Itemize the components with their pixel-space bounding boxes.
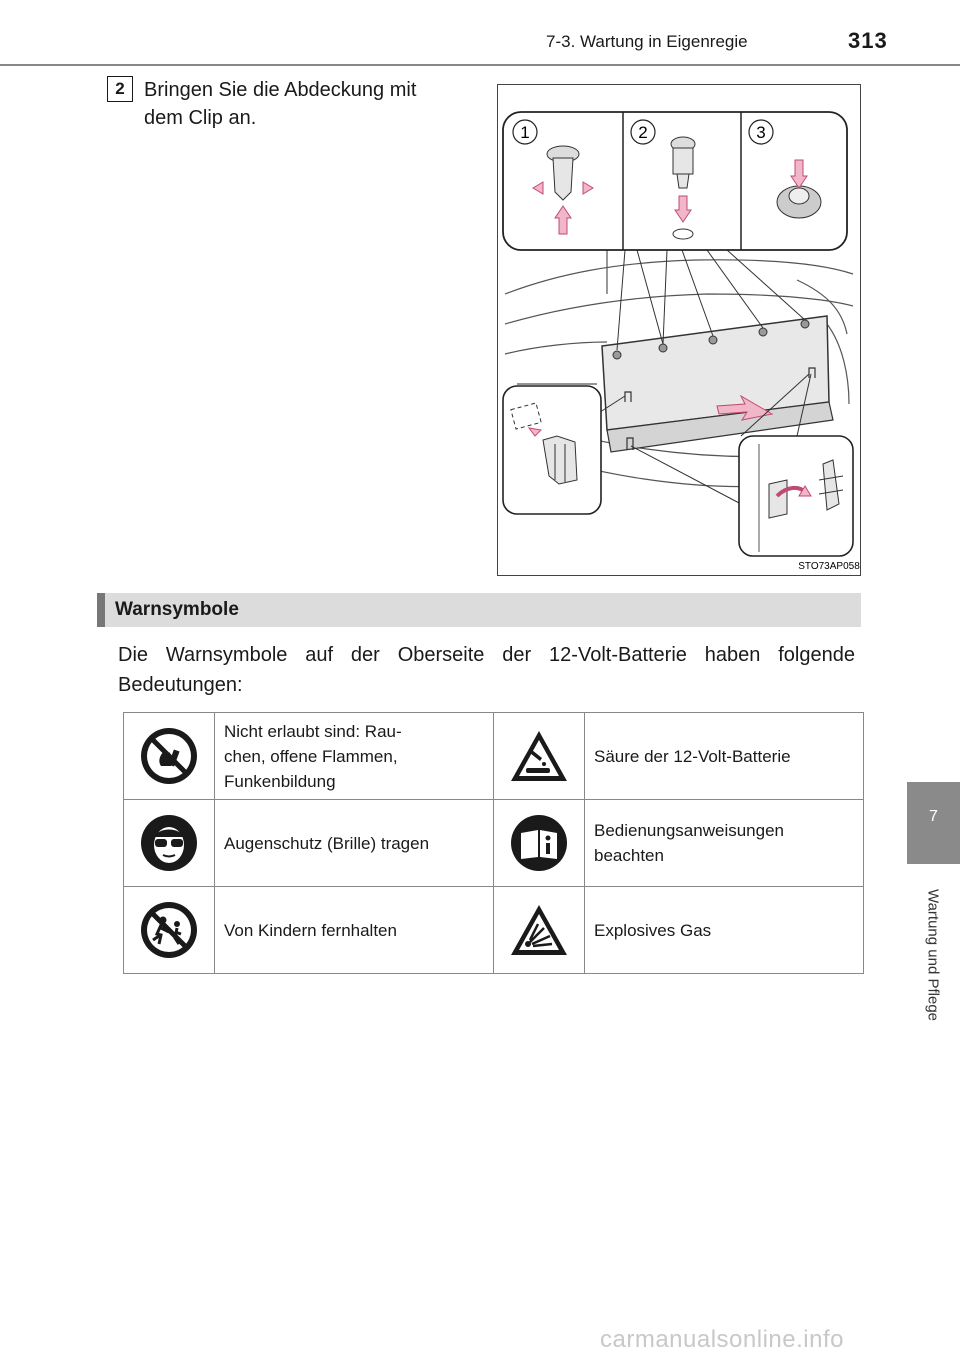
clip-installation-illustration [497,84,861,576]
callout-number-3: 3 [756,123,766,142]
warning-text-line: chen, offene Flammen, [224,746,398,766]
chapter-label: Wartung und Pflege [924,888,942,1022]
step-number-badge: 2 [107,76,133,102]
acid-warning-icon [508,728,570,784]
step-text-line2: dem Clip an. [144,107,257,129]
table-row [124,713,864,800]
icon-cell [124,887,215,974]
explosive-gas-icon [508,902,570,958]
warning-text-cell [215,713,494,800]
keep-away-children-icon [139,900,199,960]
warning-text-cell [585,887,864,974]
no-smoking-flame-icon [139,726,199,786]
header-rule [0,64,960,66]
warning-text-line: Augenschutz (Brille) tragen [224,833,430,853]
warning-text-cell [585,713,864,800]
header-section-title: 7-3. Wartung in Eigenregie [546,32,748,51]
table-row [124,887,864,974]
callout-number-1: 1 [520,123,530,142]
warning-text-line: Bedienungsanweisungen [594,821,784,840]
warning-text-cell [215,887,494,974]
warning-text-line: beachten [594,846,664,865]
icon-cell [494,713,585,800]
icon-cell [494,800,585,887]
warning-text-line: Säure der 12-Volt-Batterie [594,746,791,766]
section-title: Warnsymbole [115,599,239,620]
right-detail-inset [739,436,853,556]
warning-symbols-table [123,712,864,974]
warning-text-line: Funkenbildung [224,771,336,791]
chapter-number: 7 [929,808,938,825]
callout-number-2: 2 [638,123,648,142]
clip-steps-callout [503,112,847,250]
icon-cell [124,800,215,887]
left-detail-inset [503,386,601,514]
warning-text-cell [215,800,494,887]
table-row [124,800,864,887]
warning-text-line: Nicht erlaubt sind: Rau- [224,721,402,741]
icon-cell [124,713,215,800]
figure-code: STO73AP058 [798,561,860,572]
section-header-bar [97,593,105,627]
section-intro: Die Warnsymbole auf der Oberseite der 12-Volt-Batterie haben folgende Bedeutungen: [118,644,855,696]
warning-text-line: Explosives Gas [594,920,712,940]
warning-text-line: Von Kindern fernhalten [224,920,397,940]
watermark: carmanualsonline.info [600,1326,844,1353]
page-number: 313 [848,28,888,53]
eye-protection-icon [139,813,199,873]
step-text-line1: Bringen Sie die Abdeckung mit [144,79,417,101]
icon-cell [494,887,585,974]
read-manual-icon [509,813,569,873]
warning-text-cell [585,800,864,887]
section-header [97,593,861,627]
